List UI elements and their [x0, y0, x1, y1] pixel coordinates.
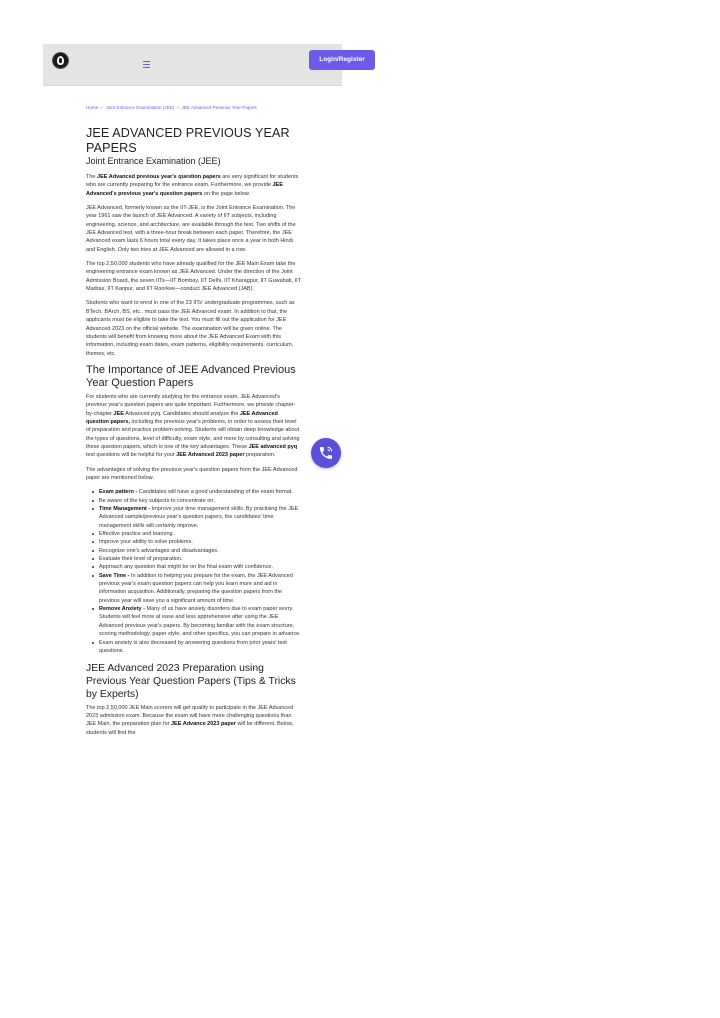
list-item: Effective practice and learning. [92, 530, 302, 538]
eligibility-paragraph: The top 2,50,000 students who have already qualified for the JEE Main Exam take the engineering entrance exam known as JEE Advanced. Under the direction of the Joint Admission Board, the seven IITs—IIT Bombay, IIT Delhi, IIT Kharagpur, IIT Guwahati, IIT Madras, IIT Kanpur, and IIT Roorkee—conduct JEE Advanced (JAB). [86, 261, 301, 293]
phone-icon [318, 445, 334, 461]
list-item: Approach any question that might be on the final exam with confidence. [92, 563, 302, 571]
advantages-list [92, 488, 302, 655]
site-header [43, 44, 365, 86]
hamburger-icon[interactable] [143, 61, 150, 67]
history-paragraph: JEE Advanced, formerly known as the IIT-JEE, is the Joint Entrance Examination. The year 1961 saw the launch of JEE Advanced. A variety of IIT subjects, including engineering, science, and architecture, are available through the test. Two shifts of the JEE Advanced test, with a three-hour break between each paper. Therefore, the JEE Advanced exam lasts 6 hours total every day. It takes place once a year in both Hindi and English. Only two tries at JEE Advanced are allowed in a row. [86, 205, 296, 253]
page-title: JEE ADVANCED PREVIOUS YEAR PAPERS [86, 126, 290, 155]
breadcrumb-current: JEE Advanced Previous Year Papers [181, 105, 257, 110]
preparation-heading: JEE Advanced 2023 Preparation using Previous Year Question Papers (Tips & Tricks by Experts) [86, 663, 296, 700]
importance-heading: The Importance of JEE Advanced Previous Year Question Papers [86, 363, 296, 389]
list-item: Recognize one's advantages and disadvantages. [92, 547, 302, 555]
call-button[interactable] [311, 438, 341, 468]
list-item: Save Time - In addition to helping you prepare for the exam, the JEE Advanced previous year's exam question papers can help you learn more and aid in information acquisition. Additionally, preparing the question papers from the previous year will save you a significant amount of time. [92, 572, 302, 605]
preparation-paragraph: The top 2,50,000 JEE Main scorers will get qualify to participate in the JEE Advanced 2023 admission exam. Because the exam will have more challenging questions than JEE Main, the preparation plan for JEE Advance 2023 paper will be different. Below, students will find the [86, 704, 294, 736]
list-item: Remove Anxiety - Many of us have anxiety disorders due to exam paper worry. Students will feel more at ease and less apprehensive after using the JEE Advanced previous year's papers. By becoming familiar with the exam structure, scoring methodology, paper style, and other specifics, you can prepare in advance. [92, 605, 302, 638]
breadcrumb-separator: / [177, 105, 179, 110]
breadcrumb [86, 105, 257, 110]
list-item: Time Management - Improve your time management skills. By practising the JEE Advanced sample/previous year's question papers, the candidates' time management skills will certainly improve. [92, 505, 302, 530]
login-register-button[interactable]: Login/Register [309, 50, 375, 70]
intro-paragraph: The JEE Advanced previous year's question papers are very significant for students who are currently preparing for the entrance exam. Furthermore, we provide JEE Advanced's previous year's question papers on the page below. [86, 174, 299, 197]
list-item: Exam pattern - Candidates will have a good understanding of the exam format. [92, 488, 302, 496]
article-content [86, 126, 302, 743]
list-item: Be aware of the key subjects to concentrate on. [92, 497, 302, 505]
brand-logo[interactable] [52, 52, 69, 69]
programmes-paragraph: Students who want to enrol in one of the 23 IITs' undergraduate programmes, such as BTech, BArch, BS, etc., must pass the JEE Advanced exam. In addition to that, the applicants must be eligible to take the test. You must fill out the application for JEE Advanced 2023 on the official website. The examination will be given online. The students will benefit from knowing more about the JEE Advanced Exam with this information, including exam dates, exam patterns, eligibility requirements, curriculum, themes, etc. [86, 300, 295, 357]
list-item: Evaluate their level of preparation. [92, 555, 302, 563]
list-item: Exam anxiety is also decreased by answering questions from prior years' test questions. [92, 639, 302, 656]
list-item: Improve your ability to solve problems. [92, 538, 302, 546]
page-subtitle: Joint Entrance Examination (JEE) [86, 156, 221, 166]
breadcrumb-home[interactable]: Home [86, 105, 99, 110]
breadcrumb-section[interactable]: Joint Entrance Examination (JEE) [105, 105, 175, 110]
advantages-intro: The advantages of solving the previous year's question papers from the JEE Advanced paper are mentioned below. [86, 466, 298, 481]
breadcrumb-separator: / [101, 105, 103, 110]
importance-paragraph: For students who are currently studying for the entrance exam, JEE Advanced's previous year's question papers are quite important. Furthermore, we provide chapter-by-chapter JEE Advanced pyq. Candidates should analyze the JEE Advanced question papers, including the previous year's problems, in order to assess their level of preparation and practice problem-solving. Students will obtain deep knowledge about the types of questions, level of difficulty, exam style, and more by consulting and solving these question papers, which is one of the key advantages. These JEE advanced pyq test questions will be helpful for your JEE Advanced 2023 paper preparation. [86, 393, 300, 459]
